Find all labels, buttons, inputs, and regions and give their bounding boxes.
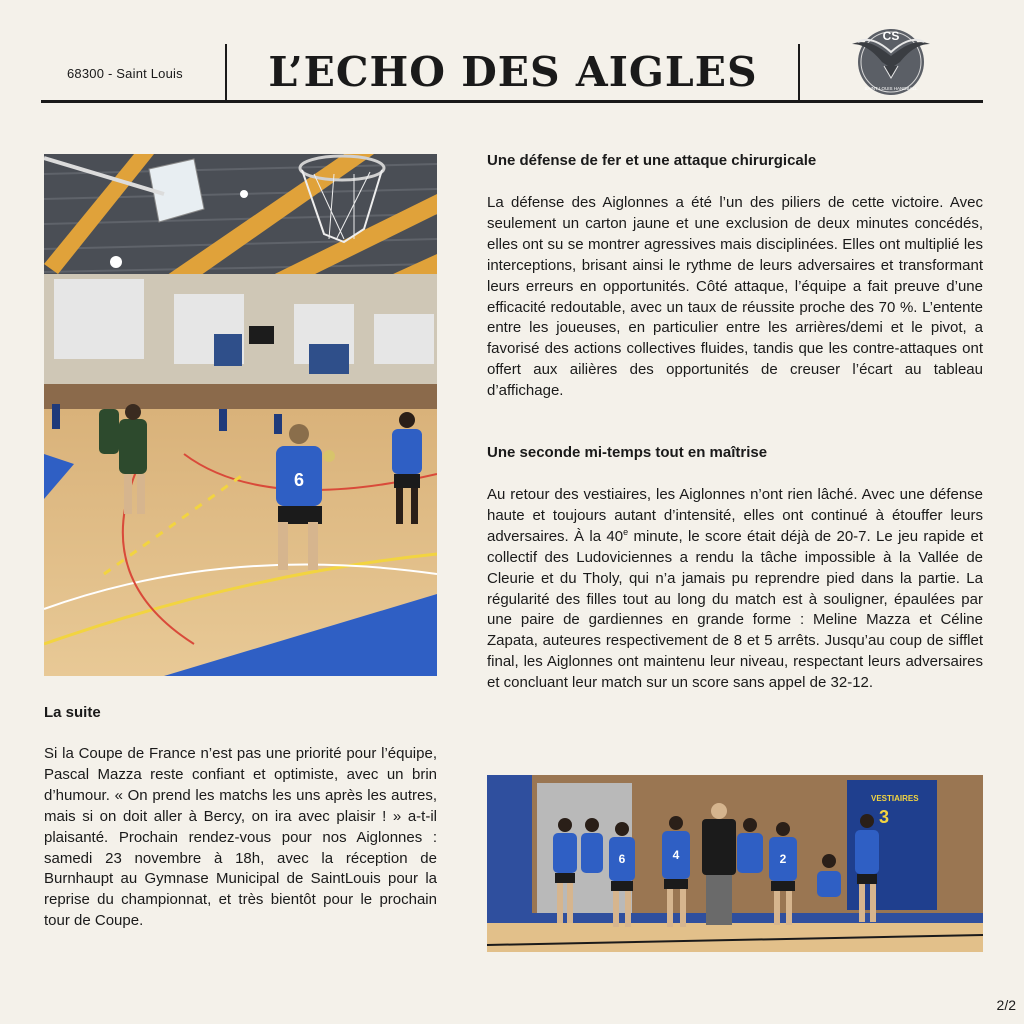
left-article-paragraph: Si la Coupe de France n’est pas une priorité pour l’équipe, Pascal Mazza reste confiant et optimiste, avec un brin d’humour. « On prend les matchs les uns après les autres, mais si on doit aller à Bercy, on ira avec plaisir ! » a-t-il plaisanté. Prochain rendez-vous pour nos Aiglonnes : samedi 23 novembre à 18h, avec la réception de Burnhaupt au Gymnase Municipal de SaintLouis pour la reprise du championnat, et très bientôt pour le prochain tour de Coupe.: [44, 745, 437, 930]
club-logo: [848, 22, 934, 98]
team-photo-jersey-4: 4: [672, 848, 680, 862]
match-photo: [44, 154, 437, 676]
team-photo: [487, 775, 983, 952]
section1-paragraph: La défense des Aiglonnes a été l’un des piliers de cette victoire. Avec seulement un carton jaune et une exclusion de deux minutes concédés, elles ont su se montrer agressives mais disciplinées. Elles ont multiplié les interceptions, brisant ainsi le rythme de leurs adversaires et transformant leurs erreurs en opportunités. Côté attaque, l’équipe a fait preuve d’une efficacité redoutable, avec un taux de réussite proche des 70 %. L’entente entre les joueuses, en particulier entre les arrières/demi et le pivot, a favorisé des actions collectives fluides, tandis que les contre-attaques ont offert aux ailières des opportunités de creuser l’écart au tableau d’affichage.: [487, 194, 983, 400]
section1-heading: Une défense de fer et une attaque chirurgicale: [487, 152, 817, 169]
header-separator-left: [225, 44, 227, 100]
page-number: 2/2: [996, 997, 1016, 1013]
main-photo-jersey-number: 6: [293, 470, 305, 490]
masthead-title: L’ECHO DES AIGLES: [268, 48, 758, 96]
left-article-heading: La suite: [44, 704, 101, 721]
team-photo-sign-text: VESTIAIRES: [871, 794, 919, 803]
section2-paragraph: [487, 485, 983, 694]
team-photo-jersey-6: 6: [618, 852, 626, 866]
section2-superscript: e: [623, 526, 629, 537]
section2-text-part2: minute, le score était déjà de 20-7. Le jeu rapide et collectif des Ludoviciennes a rendu la tâche impossible à la Vallée de Cleurie et du Tholy, qui n’a jamais pu reprendre pied dans la partie. La régularité des filles tout au long du match est à souligner, épaulées par une paire de gardiennes en grande forme : Meline Mazza et Céline Zapata, auteures respectivement de 8 et 5 arrêts. Jusqu’au coup de sifflet final, les Aiglonnes ont maintenu leur niveau, respectant leurs adversaires et concluant leur match sur un score sans appel de 32-12.: [487, 527, 983, 692]
logo-bottom-text: SAINT-LOUIS HANDBALL: [864, 86, 918, 91]
team-photo-sign-number: 3: [879, 807, 890, 827]
location-label: 68300 - Saint Louis: [67, 66, 183, 81]
logo-cs-text: CS: [882, 29, 900, 43]
section2-heading: Une seconde mi-temps tout en maîtrise: [487, 444, 768, 461]
header-separator-right: [798, 44, 800, 100]
section2-text-part1: Au retour des vestiaires, les Aiglonnes n’ont rien lâché. Avec une défense haute et toujours autant d’intensité, elles ont continué à étouffer leurs adversaires. À la 40: [487, 486, 983, 545]
team-photo-jersey-2: 2: [779, 852, 787, 866]
header-rule: [41, 100, 983, 103]
